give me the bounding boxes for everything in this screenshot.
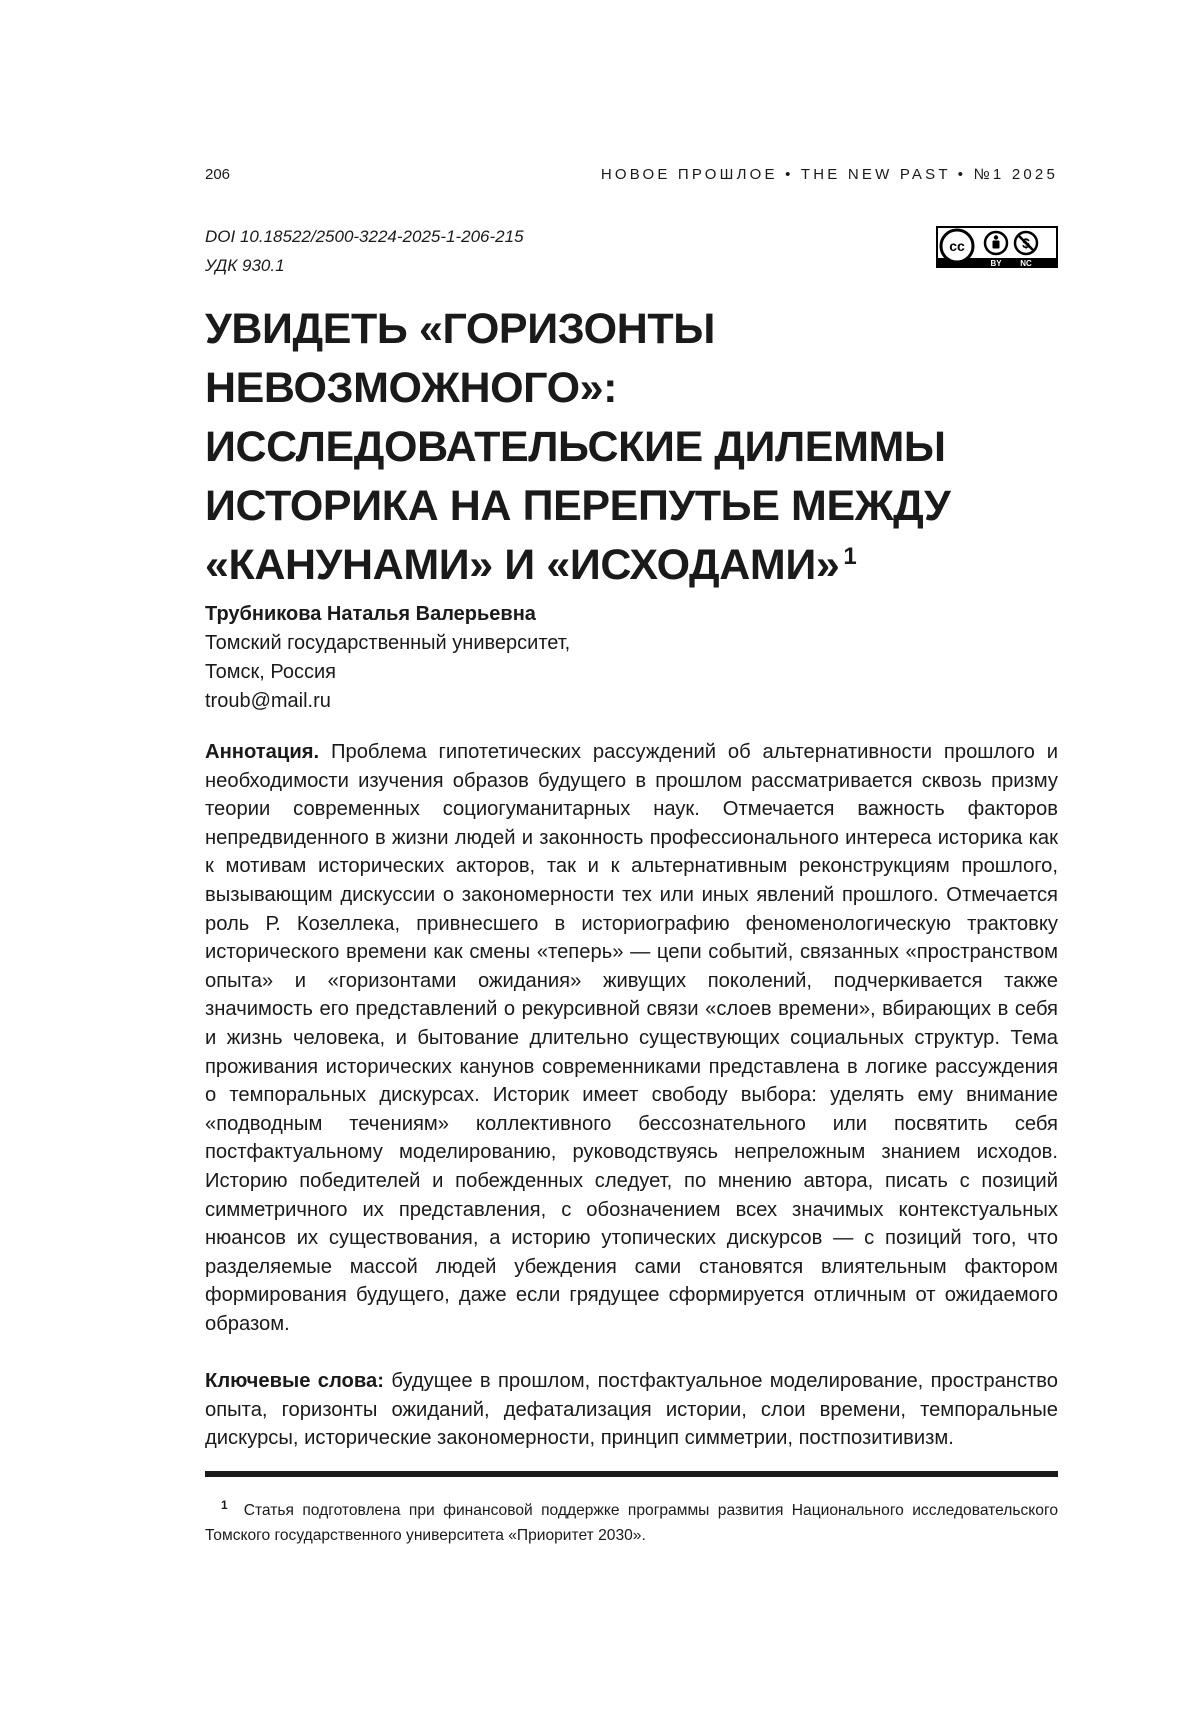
svg-text:cc: cc [949, 238, 965, 254]
title-footnote-marker: 1 [843, 543, 856, 570]
udk: УДК 930.1 [205, 251, 524, 280]
author-location: Томск, Россия [205, 658, 1005, 687]
doi: DOI 10.18522/2500-3224-2025-1-206-215 [205, 222, 524, 251]
keywords-label: Ключевые слова: [205, 1370, 384, 1392]
footnote-marker: 1 [221, 1498, 228, 1512]
doi-block [205, 222, 524, 280]
keywords-text: будущее в прошлом, постфактуальное моделирование, пространство опыта, горизонты ожиданий, дефатализация истории, слои времени, темпоральные дискурсы, исторические закономерности, принцип симметрии, постпозитивизм. [205, 1370, 1058, 1449]
author-name: Трубникова Наталья Валерьевна [205, 600, 1005, 629]
abstract [205, 738, 1058, 1338]
author-email: troub@mail.ru [205, 687, 1005, 716]
abstract-label: Аннотация. [205, 741, 319, 763]
footnote-text: Статья подготовлена при финансовой поддержке программы развития Национального исследовательского Томского государственного университета «Приоритет 2030». [205, 1502, 1058, 1544]
keywords [205, 1367, 1058, 1453]
author-affiliation: Томский государственный университет, [205, 629, 1005, 658]
footnote [205, 1498, 1058, 1548]
running-head: НОВОЕ ПРОШЛОЕ • THE NEW PAST • №1 2025 [601, 166, 1058, 183]
creative-commons-by-nc-icon [936, 226, 1058, 268]
page-number: 206 [205, 166, 230, 183]
author-block [205, 600, 1005, 716]
abstract-text: Проблема гипотетических рассуждений об альтернативности прошлого и необходимости изучения образов будущего в прошлом рассматривается сквозь призму теории современных социогуманитарных наук. Отмечается важность факторов непредвиденного в жизни людей и законность профессионального интереса историка как к мотивам исторических акторов, так и к альтернативным реконструкциям прошлого, вызывающим дискуссии о закономерности тех или иных явлений прошлого. Отмечается роль Р. Козеллека, привнесшего в историографию феноменологическую трактовку исторического времени как смены «теперь» — цепи событий, связанных «пространством опыта» и «горизонтами ожидания» живущих поколений, подчеркивается также значимость его представлений о рекурсивной связи «слоев времени», вбирающих в себя и жизнь человека, и бытование длительно существующих социальных структур. Тема проживания исторических канунов современниками представлена в логике рассуждения о темпоральных дискурсах. Историк имеет свободу выбора: уделять ему внимание «подводным течениям» коллективного бессознательного или посвятить себя постфактуальному моделированию, руководствуясь непреложным знанием исходов. Историю победителей и побежденных следует, по мнению автора, писать с позиций симметричного их представления, с обозначением всех значимых контекстуальных нюансов их существования, а историю утопических дискурсов — с позиций того, что разделяемые массой людей убеждения сами становятся влиятельным фактором формирования будущего, даже если грядущее сформируется отличным от ожидаемого образом. [205, 741, 1058, 1335]
footnote-divider [205, 1471, 1058, 1477]
license-by-label: BY [990, 259, 1002, 268]
license-nc-label: NC [1020, 259, 1032, 268]
article-title [205, 300, 1065, 595]
article-title-text: УВИДЕТЬ «ГОРИЗОНТЫ НЕВОЗМОЖНОГО»: ИССЛЕДОВАТЕЛЬСКИЕ ДИЛЕММЫ ИСТОРИКА НА ПЕРЕПУТЬЕ МЕЖДУ «КАНУНАМИ» И «ИСХОДАМИ» [205, 305, 950, 589]
